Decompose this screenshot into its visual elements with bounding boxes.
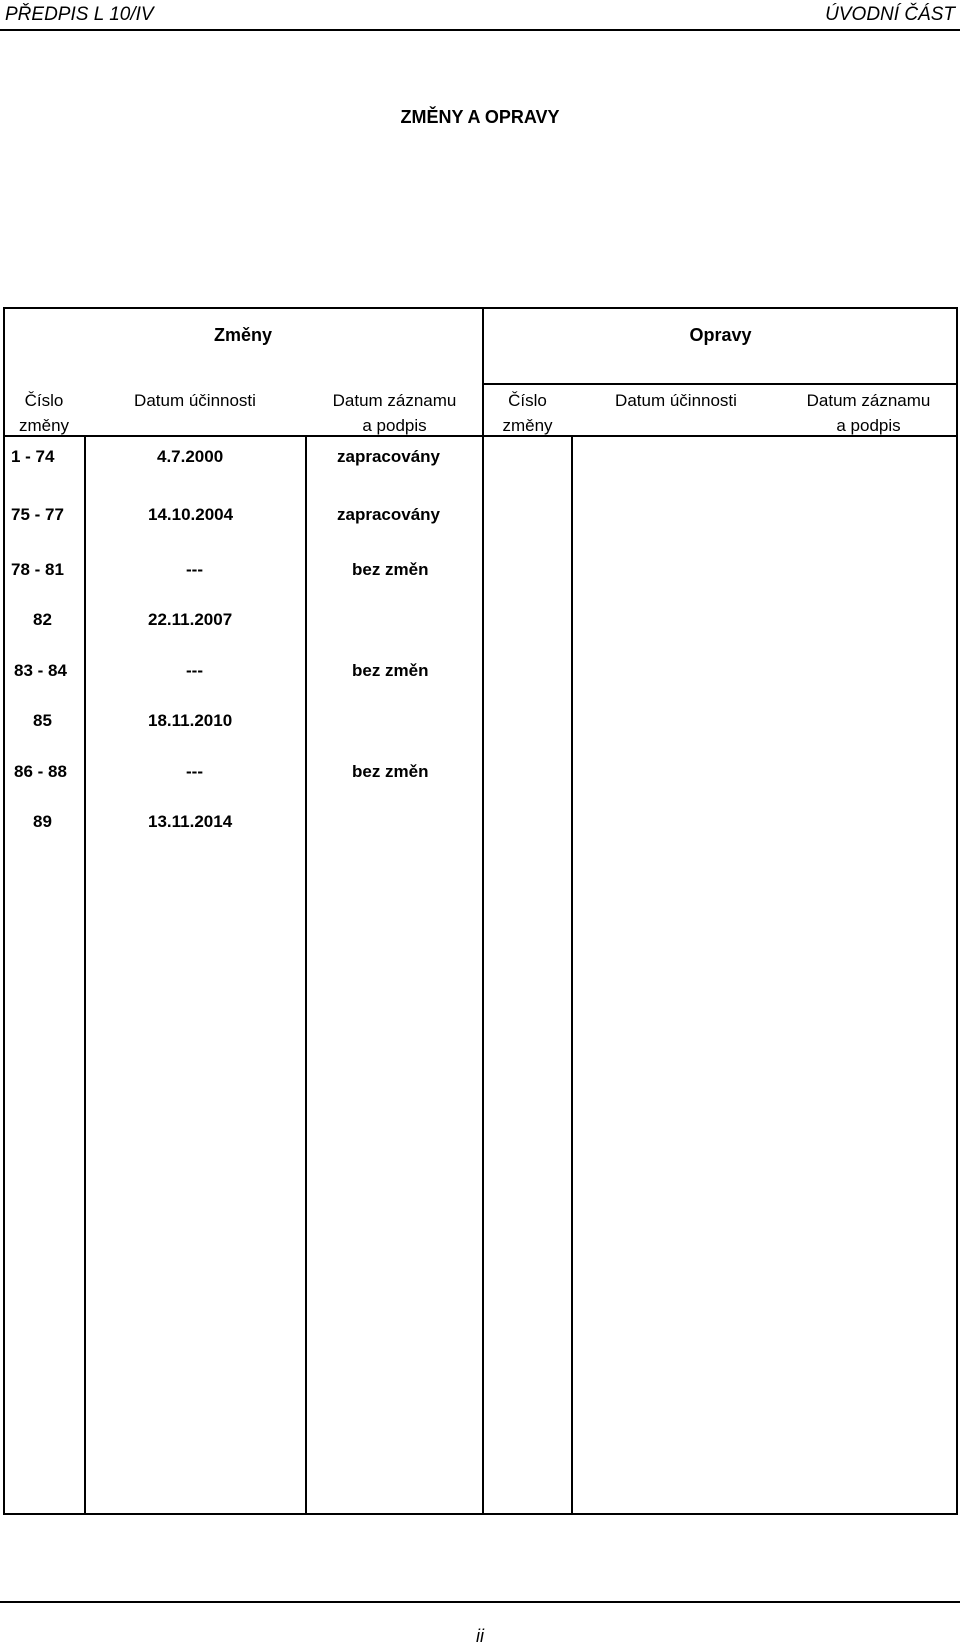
opravy-header-rule xyxy=(482,383,958,385)
running-header-right: ÚVODNÍ ČÁST xyxy=(825,4,955,25)
column-header-label: a podpis xyxy=(362,416,427,435)
row-effective-date: 18.11.2010 xyxy=(148,711,233,730)
row-number: 86 - 88 xyxy=(14,762,67,781)
column-header-label: Číslo xyxy=(24,391,64,410)
column-header-correction-effective-date xyxy=(573,388,779,413)
row-number: 1 - 74 xyxy=(11,447,55,466)
column-header-number xyxy=(3,388,85,438)
row-number: 75 - 77 xyxy=(11,505,64,524)
column-header-label: Datum účinnosti xyxy=(615,391,737,410)
row-record: zapracovány xyxy=(337,447,440,466)
row-record: zapracovány xyxy=(337,505,440,524)
column-header-record-date xyxy=(307,388,482,438)
row-effective-date: --- xyxy=(186,661,203,680)
column-header-label: změny xyxy=(18,416,70,435)
column-header-label: Datum záznamu xyxy=(806,391,931,410)
column-header-label: změny xyxy=(502,416,553,435)
column-header-label: Datum záznamu xyxy=(332,391,457,410)
header-rule xyxy=(0,29,960,31)
column-header-correction-number xyxy=(484,388,571,438)
section-header-changes: Změny xyxy=(213,325,273,345)
running-header-left: PŘEDPIS L 10/IV xyxy=(5,4,154,25)
section-divider xyxy=(482,307,484,1515)
col-divider-2 xyxy=(305,436,307,1515)
row-record: bez změn xyxy=(352,661,429,680)
column-header-label: Datum účinnosti xyxy=(134,391,256,410)
row-number: 78 - 81 xyxy=(11,560,64,579)
col-divider-1 xyxy=(84,436,86,1515)
row-number: 89 xyxy=(33,812,52,831)
row-effective-date: --- xyxy=(186,762,203,781)
row-effective-date: 4.7.2000 xyxy=(157,447,224,466)
page-number: ii xyxy=(476,1626,484,1646)
page-title: ZMĚNY A OPRAVY xyxy=(400,107,560,127)
column-header-effective-date xyxy=(85,388,305,413)
row-effective-date: 13.11.2014 xyxy=(148,812,233,831)
row-record: bez změn xyxy=(352,560,429,579)
row-effective-date: --- xyxy=(186,560,203,579)
row-effective-date: 14.10.2004 xyxy=(148,505,234,524)
row-record: bez změn xyxy=(352,762,429,781)
row-number: 85 xyxy=(33,711,52,730)
column-header-label: Číslo xyxy=(508,391,547,410)
row-number: 83 - 84 xyxy=(14,661,67,680)
footer-rule xyxy=(0,1601,960,1603)
amendments-table xyxy=(3,307,958,1515)
row-number: 82 xyxy=(33,610,52,629)
column-header-label: a podpis xyxy=(836,416,901,435)
column-header-correction-record-date xyxy=(779,388,958,438)
section-header-corrections: Opravy xyxy=(689,325,752,345)
col-divider-4 xyxy=(571,436,573,1515)
row-effective-date: 22.11.2007 xyxy=(148,610,233,629)
